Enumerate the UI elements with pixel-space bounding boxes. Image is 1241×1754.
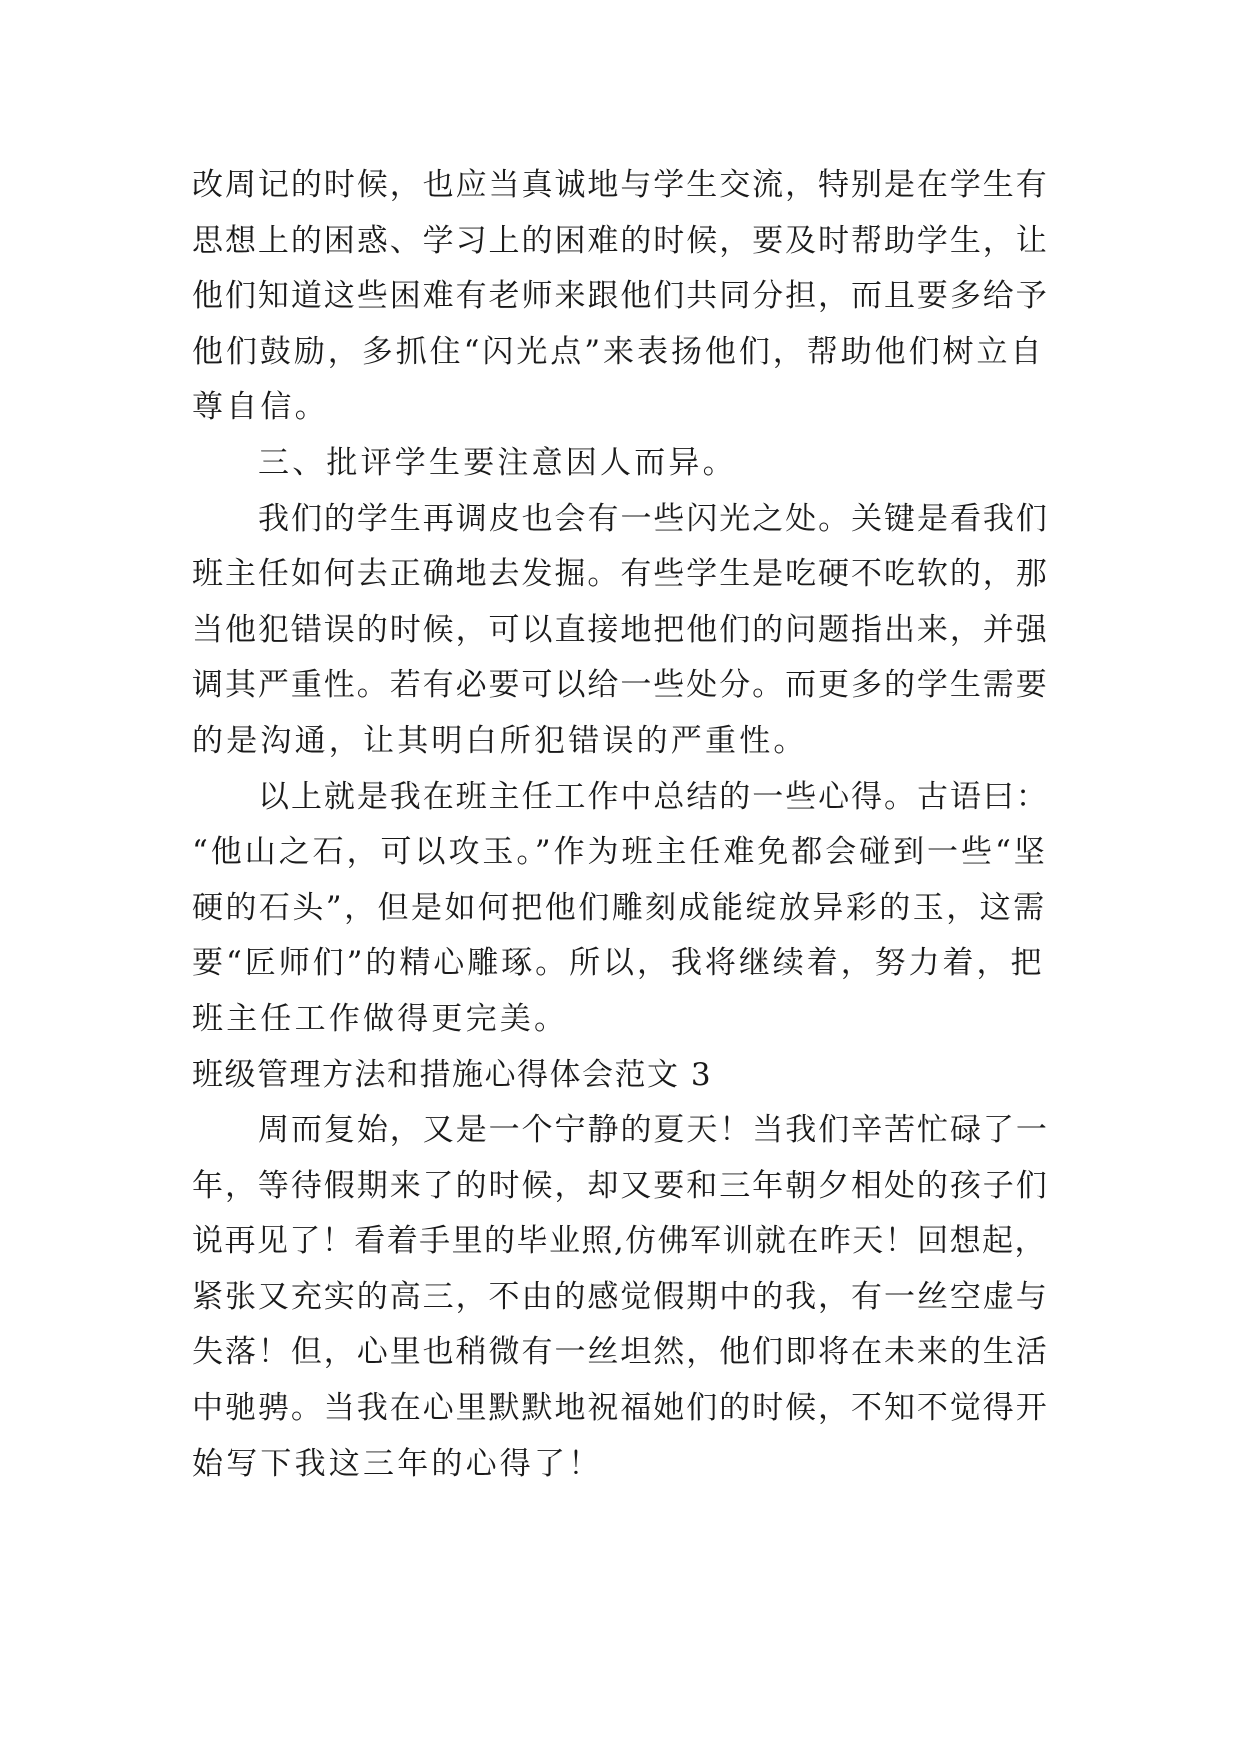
section-heading-three: 三、批评学生要注意因人而异。 xyxy=(258,444,737,481)
text-line: 调其严重性。若有必要可以给一些处分。而更多的学生需要 xyxy=(192,667,1049,704)
document-body xyxy=(192,158,1050,1492)
text-line: 硬的石头”，但是如何把他们雕刻成能绽放异彩的玉，这需 xyxy=(192,889,1047,926)
text-line: 中驰骋。当我在心里默默地祝福她们的时候，不知不觉得开 xyxy=(192,1390,1049,1427)
text-line: 当他犯错误的时候，可以直接地把他们的问题指出来，并强 xyxy=(192,611,1049,648)
article-title: 班级管理方法和措施心得体会范文 3 xyxy=(192,1056,713,1093)
text-line: 班主任工作做得更完美。 xyxy=(192,1000,569,1037)
text-line: 周而复始，又是一个宁静的夏天！当我们辛苦忙碌了一 xyxy=(258,1112,1049,1149)
text-line: 他们鼓励，多抓住“闪光点”来表扬他们，帮助他们树立自 xyxy=(192,333,1045,370)
text-line: 我们的学生再调皮也会有一些闪光之处。关键是看我们 xyxy=(258,500,1049,537)
text-line: 的是沟通，让其明白所犯错误的严重性。 xyxy=(192,722,808,759)
text-line: 思想上的困惑、学习上的困难的时候，要及时帮助学生，让 xyxy=(192,222,1049,259)
text-line: 紧张又充实的高三，不由的感觉假期中的我，有一丝空虚与 xyxy=(192,1278,1049,1315)
text-line: 尊自信。 xyxy=(192,389,329,426)
text-line: 始写下我这三年的心得了！ xyxy=(192,1445,603,1482)
text-line: 要“匠师们”的精心雕琢。所以，我将继续着，努力着，把 xyxy=(192,945,1045,982)
text-line: 说再见了！看着手里的毕业照,仿佛军训就在昨天！回想起， xyxy=(192,1223,1048,1260)
text-line: 改周记的时候，也应当真诚地与学生交流，特别是在学生有 xyxy=(192,167,1049,203)
text-line: 以上就是我在班主任工作中总结的一些心得。古语曰： xyxy=(258,778,1049,815)
text-line: 班主任如何去正确地去发掘。有些学生是吃硬不吃软的，那 xyxy=(192,556,1049,593)
text-line: 他们知道这些困难有老师来跟他们共同分担，而且要多给予 xyxy=(192,278,1049,315)
text-line: 年，等待假期来了的时候，却又要和三年朝夕相处的孩子们 xyxy=(192,1167,1049,1204)
text-line: “他山之石，可以攻玉。”作为班主任难免都会碰到一些“坚 xyxy=(192,834,1048,871)
text-line: 失落！但，心里也稍微有一丝坦然，他们即将在未来的生活 xyxy=(192,1334,1049,1371)
